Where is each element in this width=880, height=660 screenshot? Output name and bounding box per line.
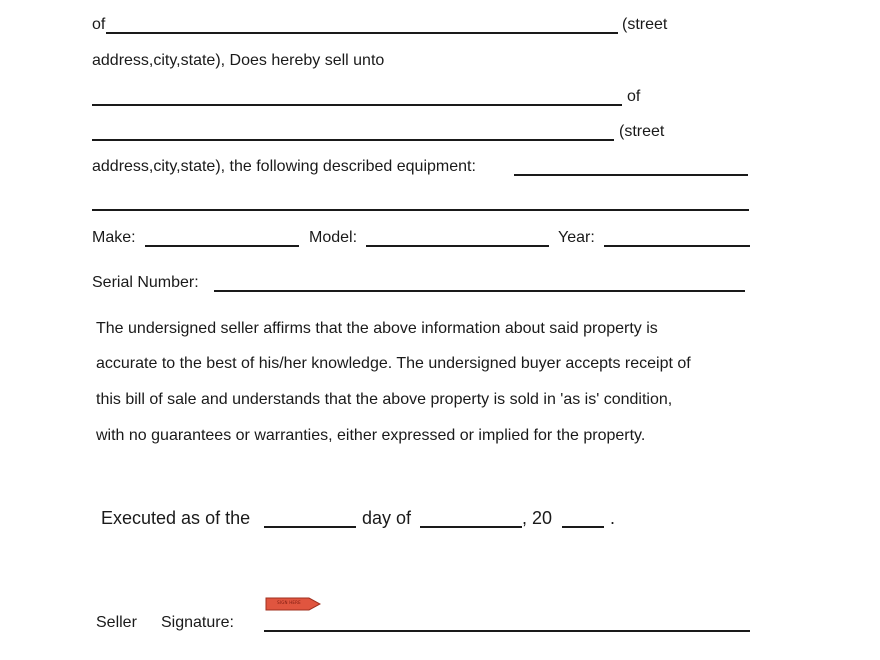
address-sell-text: address,city,state), Does hereby sell unto bbox=[92, 52, 385, 69]
sign-here-tag[interactable] bbox=[265, 597, 321, 611]
execution-day-field[interactable] bbox=[264, 526, 356, 528]
buyer-address-field[interactable] bbox=[92, 139, 614, 141]
affirmation-line-2: accurate to the best of his/her knowledge. The undersigned buyer accepts receipt of bbox=[96, 355, 691, 372]
year-field[interactable] bbox=[604, 245, 750, 247]
execution-year-field[interactable] bbox=[562, 526, 604, 528]
street-label-1: (street bbox=[622, 16, 668, 33]
buyer-of-label: of bbox=[627, 88, 641, 105]
sign-here-text: SIGN HERE bbox=[277, 600, 301, 605]
seller-of-label: of bbox=[92, 16, 106, 33]
equipment-description-field-2[interactable] bbox=[92, 209, 749, 211]
affirmation-line-1: The undersigned seller affirms that the above information about said property is bbox=[96, 320, 658, 337]
serial-number-field[interactable] bbox=[214, 290, 745, 292]
execution-month-field[interactable] bbox=[420, 526, 522, 528]
buyer-name-field[interactable] bbox=[92, 104, 622, 106]
seller-label: Seller bbox=[96, 614, 137, 631]
model-field[interactable] bbox=[366, 245, 549, 247]
execution-end-period: . bbox=[610, 508, 616, 528]
seller-signature-field[interactable] bbox=[264, 630, 750, 632]
affirmation-line-4: with no guarantees or warranties, either expressed or implied for the property. bbox=[96, 427, 646, 444]
signature-label: Signature: bbox=[161, 614, 234, 631]
equipment-description-field[interactable] bbox=[514, 174, 748, 176]
street-label-2: (street bbox=[619, 123, 665, 140]
affirmation-line-3: this bill of sale and understands that the above property is sold in 'as is' condition, bbox=[96, 391, 673, 408]
make-label: Make: bbox=[92, 229, 136, 246]
serial-number-label: Serial Number: bbox=[92, 274, 199, 291]
model-label: Model: bbox=[309, 229, 358, 246]
year-label: Year: bbox=[558, 229, 595, 246]
make-field[interactable] bbox=[145, 245, 299, 247]
seller-name-field[interactable] bbox=[106, 32, 618, 34]
executed-label: Executed as of the bbox=[101, 508, 251, 528]
year-prefix-label: , 20 bbox=[522, 508, 553, 528]
equipment-description-label: address,city,state), the following described equipment: bbox=[92, 158, 476, 175]
day-of-label: day of bbox=[362, 508, 412, 528]
